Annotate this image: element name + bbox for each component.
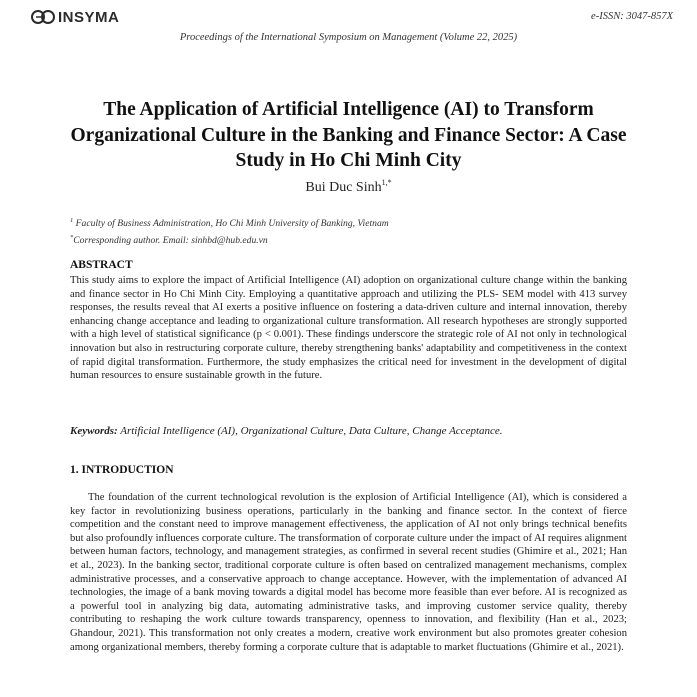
author-name: Bui Duc Sinh [305,180,382,195]
keywords-line [70,425,627,437]
author-line [0,178,697,196]
abstract-text: This study aims to explore the impact of Artificial Intelligence (AI) adoption on organizational culture change within the banking and finance sector in Ho Chi Minh City. Employing a quantitative approach and utilizing the PLS- SEM model with 413 survey responses, the results reveal that AI exerts a positive influence on fostering a data-driven culture and internal innovation, thereby enhancing change acceptance and leading to organizational culture transformation. All research hypotheses are strongly supported with a high level of statistical significance (p < 0.001). These findings underscore the strategic role of AI not only in technological innovation but also in restructuring corporate culture, thereby strengthening banks' adaptability and competitiveness in the context of rapid digital transformation. Furthermore, the study emphasizes the critical need for investment in the development of digital human resources to ensure sustainable growth in the future. [70,275,627,382]
corresponding-sup: * [70,234,74,241]
corresponding-text: Corresponding author. Email: sinhbd@hub.edu.vn [73,235,268,246]
proceedings-line: Proceedings of the International Symposium on Management (Volume 22, 2025) [179,32,518,43]
introduction-text: The foundation of the current technological revolution is the explosion of Artificial Intelligence (AI), which is considered a key factor in revolutionizing business operations, particularly in the banking and finance sector. In the context of fierce competition and the constant need to improve management effectiveness, the application of AI not only brings technical benefits but also profoundly influences corporate culture. The transformation of corporate culture under the impact of AI requires alignment between human factors, technology, and management strategies, as confirmed in several recent studies (Ghimire et al., 2021; Han et al., 2023). In the banking sector, traditional corporate culture is often based on centralized management mechanisms, complex administrative processes, and a conservative approach to change acceptance. However, with the implementation of advanced AI technologies, the image of a bank moving towards a digital model has become more feasible than ever before. AI is recognized as a powerful tool in analyzing big data, automating administrative tasks, and improving customer service quality, thereby contributing to reshaping the work culture towards transparency, openness to innovation, and flexibility (Han et al., 2023; Ghandour, 2021). This transformation not only creates a modern, creative work environment but also promotes greater cohesion among organizational members, thereby forming a corporate culture that is adaptable to market fluctuations (Ghimire et al., 2021). [70,492,627,653]
paper-title: The Application of Artificial Intelligence (AI) to Transform Organizational Culture in the Banking and Finance Sector: A Case Study in Ho Chi Minh City [70,99,627,171]
affiliation-text: Faculty of Business Administration, Ho Chi Minh University of Banking, Vietnam [75,218,389,229]
keywords-text: Artificial Intelligence (AI), Organizational Culture, Data Culture, Change Acceptance. [120,425,503,437]
logo-text: INSYMA [58,8,120,26]
introduction-heading: 1. INTRODUCTION [70,464,174,476]
logo-rings-icon [31,9,57,25]
issn-label: e-ISSN: 3047-857X [591,11,673,22]
affiliation-sup: 1 [70,217,74,224]
keywords-label: Keywords: [70,425,118,437]
author-sup: 1,* [381,178,392,187]
insyma-logo [31,8,119,26]
affiliation-line [70,214,389,231]
abstract-heading: ABSTRACT [70,259,133,271]
affiliations [70,214,389,248]
corresponding-line [70,231,389,248]
